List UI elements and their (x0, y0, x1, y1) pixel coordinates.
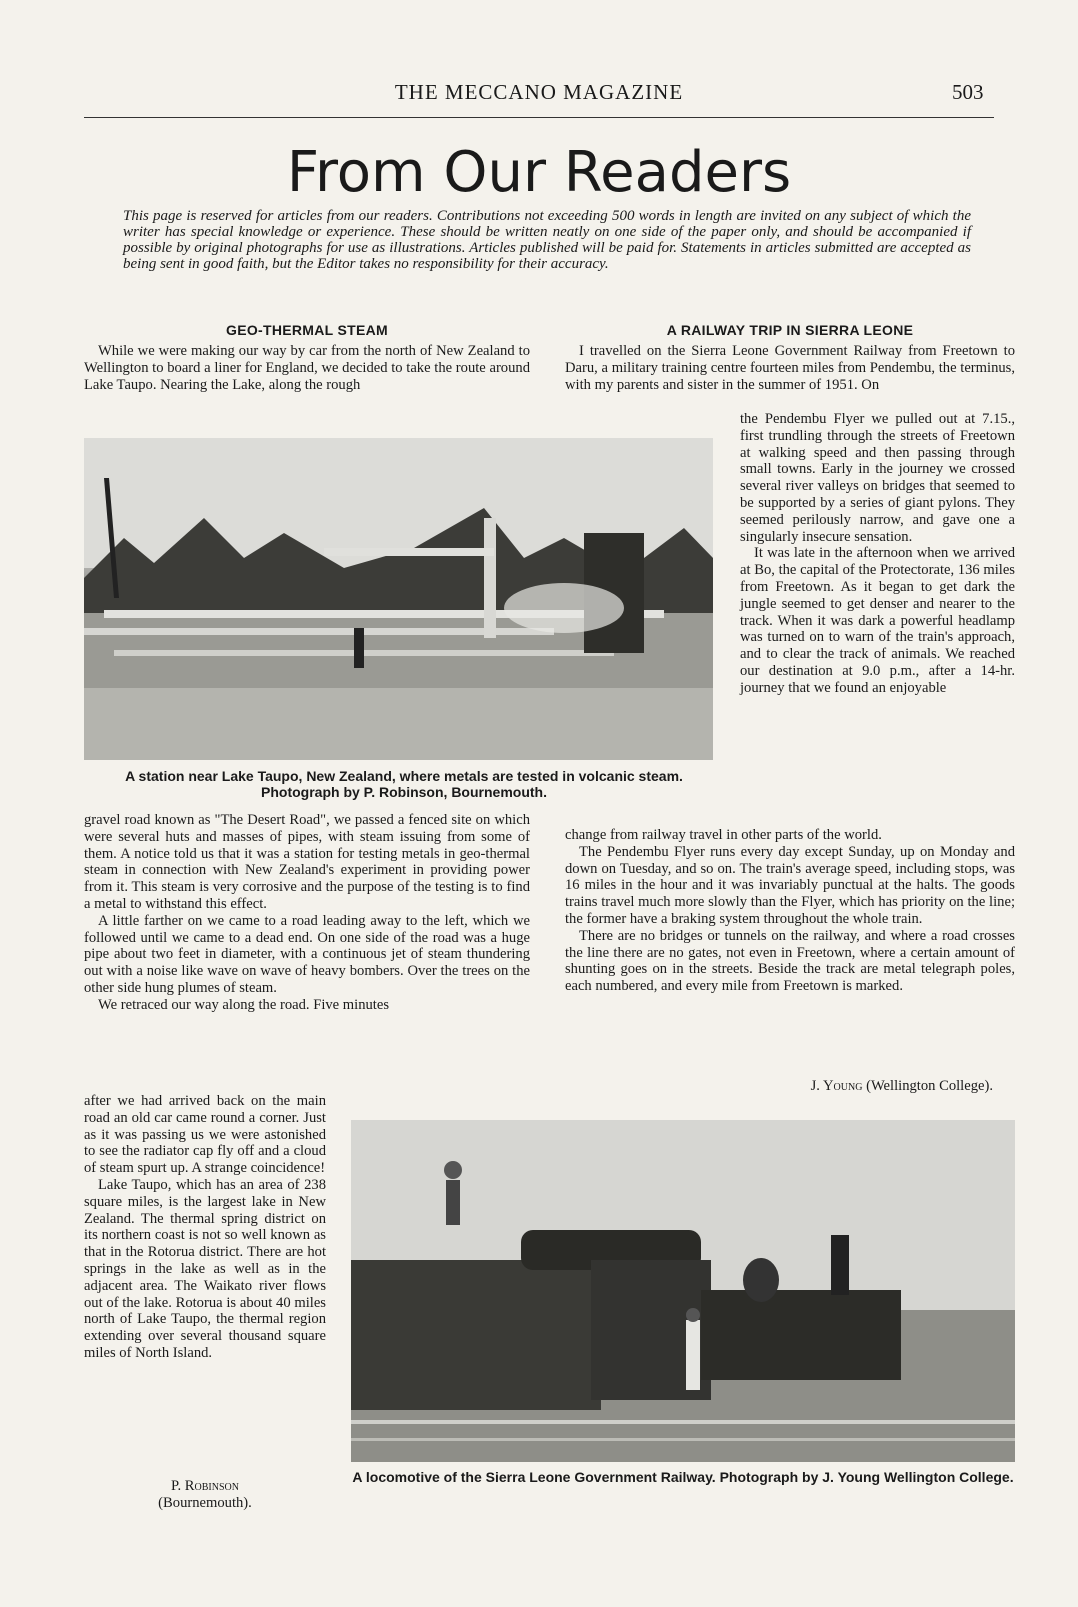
article2-body (565, 827, 1015, 995)
article2-intro (565, 343, 1015, 393)
steam-station-caption: A station near Lake Taupo, New Zealand, where metals are tested in volcanic steam. Photograph by P. Robinson, Bournemouth. (125, 768, 683, 800)
article1-paragraph-1: While we were making our way by car from the north of New Zealand to Wellington to board a liner for England, we decided to take the route around Lake Taupo. Nearing the Lake, along the rough (84, 343, 530, 393)
article1-author-place: (Bournemouth). (158, 1494, 252, 1511)
steam-station-photo (84, 438, 713, 760)
article1-heading: GEO-THERMAL STEAM (226, 322, 388, 338)
article1-paragraph-2: A little farther on we came to a road leading away to the left, which we followed until we came to a dead end. On one side of the road was a huge pipe about two feet in diameter, with a continuous jet of steam thundering out with a noise like wave on wave of heavy bombers. Over the trees on the other side hung plumes of steam. (84, 912, 530, 996)
article1-author: P. Robinson (171, 1478, 239, 1494)
page-title: From Our Readers (286, 140, 792, 205)
article2-author: J. Young (810, 1078, 863, 1094)
article1-paragraph-3-end: after we had arrived back on the main road an old car came round a corner. Just as it was passing us we were astonished to see the radiator cap fly off and a cloud of steam spurt up. A strange coincidence! (84, 1093, 326, 1177)
article2-paragraph-1-end: the Pendembu Flyer we pulled out at 7.15., first trundling through the streets of Freetown at walking speed and then passing through small towns. Early in the journey we crossed several river valleys on bridges that seemed to be supported by a series of giant pylons. They seemed perilously narrow, and gave one a singularly insecure sensation. (740, 411, 1015, 545)
article2-paragraph-3: The Pendembu Flyer runs every day except Sunday, up on Monday and down on Tuesday, and so on. The train's average speed, including stops, was 16 miles in the hour and it was invariably punctual at the halts. The goods trains travel much more slowly than the Flyer, which has priority on the line; the former have a braking system throughout the whole train. (565, 843, 1015, 927)
locomotive-caption: A locomotive of the Sierra Leone Government Railway. Photograph by J. Young Wellington College. (352, 1469, 1014, 1485)
intro-text: This page is reserved for articles from our readers. Contributions not exceeding 500 words in length are invited on any subject of which the writer has special knowledge or experience. These should be written neatly on one side of the paper only, and should be accompanied if possible by original photographs for use as illustrations. Articles published will be paid for. Statements in articles submitted are accepted as being sent in good faith, but the Editor takes no responsibility for their accuracy. (123, 208, 971, 272)
article1-body (84, 812, 530, 1014)
article1-narrow-column (84, 1093, 326, 1362)
article2-side-column (740, 411, 1015, 697)
article2-paragraph-4: There are no bridges or tunnels on the railway, and where a road crosses the line there are no gates, not even in Freetown, where a certain amount of shunting goes on in the streets. Beside the track are metal telegraph poles, each numbered, and every mile from Freetown is marked. (565, 927, 1015, 995)
locomotive-photo (351, 1120, 1015, 1462)
article2-author-place: (Wellington College). (866, 1078, 993, 1094)
article1-paragraph-4: Lake Taupo, which has an area of 238 square miles, is the largest lake in New Zealand. The thermal spring district on its northern coast is not so well known as that in the Rotorua district. There are hot springs in the lake as well as in the adjacent area. The Waikato river flows out of the lake. Rotorua is about 40 miles north of Lake Taupo, the thermal region extending over several thousand square miles of North Island. (84, 1176, 326, 1361)
article2-paragraph-2: It was late in the afternoon when we arrived at Bo, the capital of the Protectorate, 136 miles from Freetown. As it began to get dark the jungle seemed to get denser and nearer to the track. When it was dark a powerful headlamp was turned on to warn of the train's approach, and to clear the track of animals. We reached our destination at 9.0 p.m., after a 14-hr. journey that we found an enjoyable (740, 545, 1015, 696)
article1-intro-paragraph (84, 343, 530, 393)
article1-signature (84, 1478, 326, 1512)
article1-paragraph-1-continued: gravel road known as "The Desert Road", we passed a fenced site on which were several huts and masses of pipes, with steam issuing from some of them. A notice told us that it was a station for testing metals in geo-thermal steam in connection with New Zealand's experiment in providing power from it. This steam is very corrosive and the purpose of the testing is to find a metal to withstand this effect. (84, 812, 530, 912)
article2-paragraph-2-continued: change from railway travel in other parts of the world. (565, 827, 882, 843)
article2-signature (565, 1078, 993, 1095)
magazine-title: THE MECCANO MAGAZINE (394, 80, 684, 104)
article2-paragraph-1-start: I travelled on the Sierra Leone Government Railway from Freetown to Daru, a military training centre fourteen miles from Pendembu, the terminus, with my parents and sister in the summer of 1951. On (565, 343, 1015, 393)
page-number: 503 (952, 80, 984, 104)
header-rule (84, 117, 994, 118)
article1-paragraph-3-start: We retraced our way along the road. Five minutes (98, 996, 390, 1013)
article2-heading: A RAILWAY TRIP IN SIERRA LEONE (666, 322, 914, 338)
